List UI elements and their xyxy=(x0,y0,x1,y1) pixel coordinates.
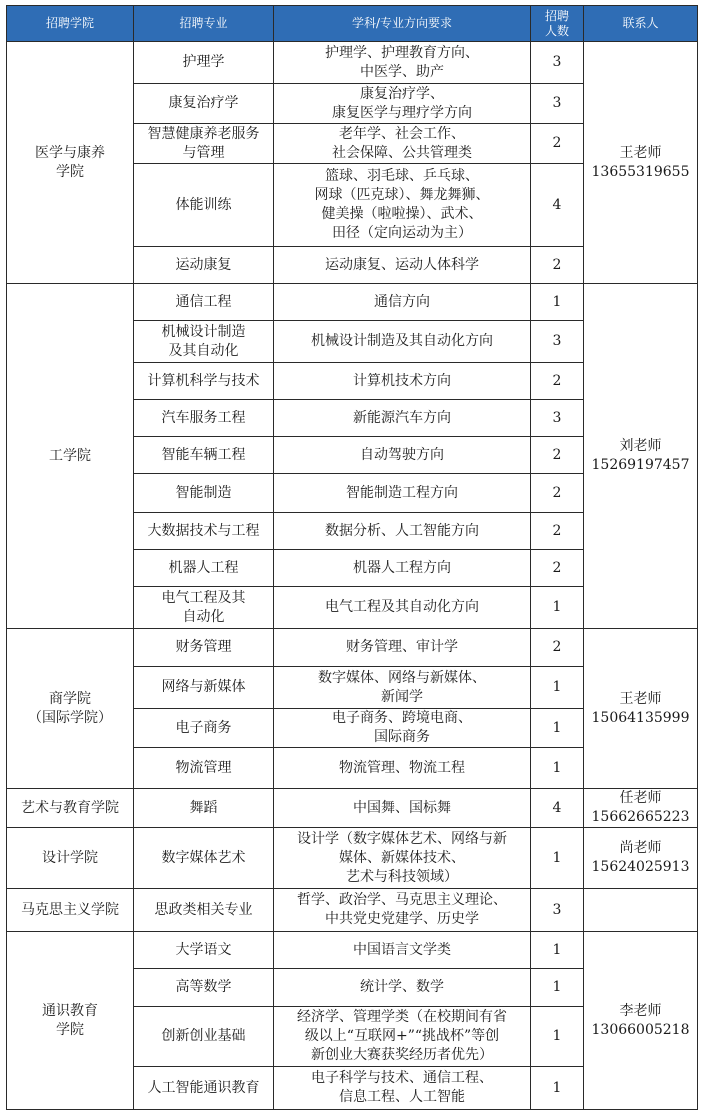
requirement-cell: 自动驾驶方向 xyxy=(274,437,531,474)
count-cell: 1 xyxy=(531,969,584,1007)
requirement-cell: 机器人工程方向 xyxy=(274,550,531,587)
college-cell: 工学院 xyxy=(7,284,134,629)
requirement-cell: 通信方向 xyxy=(274,284,531,321)
major-cell: 护理学 xyxy=(134,42,274,84)
count-cell: 2 xyxy=(531,474,584,513)
requirement-cell: 篮球、羽毛球、乒乓球、 网球（匹克球）、舞龙舞狮、 健美操（啦啦操）、武术、 田径（定向运动为主） xyxy=(274,164,531,247)
major-cell: 机械设计制造 及其自动化 xyxy=(134,321,274,363)
major-cell: 康复治疗学 xyxy=(134,84,274,124)
requirement-cell: 电气工程及其自动化方向 xyxy=(274,587,531,629)
table-body xyxy=(7,42,698,1110)
major-cell: 大学语文 xyxy=(134,932,274,969)
count-cell: 2 xyxy=(531,124,584,164)
college-cell: 艺术与教育学院 xyxy=(7,789,134,828)
table-row xyxy=(7,629,698,667)
requirement-cell: 物流管理、物流工程 xyxy=(274,748,531,789)
count-cell: 4 xyxy=(531,789,584,828)
requirement-cell: 计算机技术方向 xyxy=(274,363,531,400)
contact-cell: 李老师 13066005218 xyxy=(584,932,698,1110)
major-cell: 智能制造 xyxy=(134,474,274,513)
requirement-cell: 运动康复、运动人体科学 xyxy=(274,247,531,284)
header-major: 招聘专业 xyxy=(134,6,274,42)
count-cell: 2 xyxy=(531,437,584,474)
major-cell: 通信工程 xyxy=(134,284,274,321)
table-row xyxy=(7,789,698,828)
requirement-cell: 护理学、护理教育方向、 中医学、助产 xyxy=(274,42,531,84)
count-cell: 2 xyxy=(531,550,584,587)
contact-cell: 任老师 15662665223 xyxy=(584,789,698,828)
major-cell: 计算机科学与技术 xyxy=(134,363,274,400)
count-cell: 3 xyxy=(531,42,584,84)
table-row xyxy=(7,42,698,84)
major-cell: 物流管理 xyxy=(134,748,274,789)
header-college: 招聘学院 xyxy=(7,6,134,42)
college-cell: 设计学院 xyxy=(7,828,134,889)
major-cell: 数字媒体艺术 xyxy=(134,828,274,889)
college-cell: 马克思主义学院 xyxy=(7,889,134,932)
count-cell: 1 xyxy=(531,667,584,709)
recruitment-table xyxy=(6,5,698,1110)
major-cell: 人工智能通识教育 xyxy=(134,1067,274,1110)
count-cell: 1 xyxy=(531,284,584,321)
major-cell: 智能车辆工程 xyxy=(134,437,274,474)
requirement-cell: 哲学、政治学、马克思主义理论、 中共党史党建学、历史学 xyxy=(274,889,531,932)
requirement-cell: 老年学、社会工作、 社会保障、公共管理类 xyxy=(274,124,531,164)
requirement-cell: 电子科学与技术、通信工程、 信息工程、人工智能 xyxy=(274,1067,531,1110)
count-cell: 2 xyxy=(531,629,584,667)
major-cell: 大数据技术与工程 xyxy=(134,513,274,550)
table-header xyxy=(7,6,698,42)
major-cell: 舞蹈 xyxy=(134,789,274,828)
requirement-cell: 机械设计制造及其自动化方向 xyxy=(274,321,531,363)
requirement-cell: 中国语言文学类 xyxy=(274,932,531,969)
requirement-cell: 康复治疗学、 康复医学与理疗学方向 xyxy=(274,84,531,124)
requirement-cell: 新能源汽车方向 xyxy=(274,400,531,437)
major-cell: 汽车服务工程 xyxy=(134,400,274,437)
count-cell: 1 xyxy=(531,1067,584,1110)
major-cell: 高等数学 xyxy=(134,969,274,1007)
college-cell: 医学与康养 学院 xyxy=(7,42,134,284)
requirement-cell: 智能制造工程方向 xyxy=(274,474,531,513)
count-cell: 1 xyxy=(531,932,584,969)
requirement-cell: 财务管理、审计学 xyxy=(274,629,531,667)
requirement-cell: 数据分析、人工智能方向 xyxy=(274,513,531,550)
table-row xyxy=(7,932,698,969)
contact-cell: 尚老师 15624025913 xyxy=(584,828,698,889)
major-cell: 体能训练 xyxy=(134,164,274,247)
count-cell: 1 xyxy=(531,709,584,748)
major-cell: 电气工程及其 自动化 xyxy=(134,587,274,629)
count-cell: 2 xyxy=(531,513,584,550)
header-row xyxy=(7,6,698,42)
requirement-cell: 数字媒体、网络与新媒体、 新闻学 xyxy=(274,667,531,709)
major-cell: 智慧健康养老服务 与管理 xyxy=(134,124,274,164)
major-cell: 运动康复 xyxy=(134,247,274,284)
major-cell: 财务管理 xyxy=(134,629,274,667)
header-count: 招聘 人数 xyxy=(531,6,584,42)
requirement-cell: 电子商务、跨境电商、 国际商务 xyxy=(274,709,531,748)
count-cell: 3 xyxy=(531,321,584,363)
contact-cell xyxy=(584,889,698,932)
header-contact: 联系人 xyxy=(584,6,698,42)
table-row xyxy=(7,889,698,932)
count-cell: 3 xyxy=(531,889,584,932)
contact-cell: 王老师 15064135999 xyxy=(584,629,698,789)
count-cell: 2 xyxy=(531,363,584,400)
requirement-cell: 经济学、管理学类（在校期间有省 级以上“互联网+”“挑战杯”等创 新创业大赛获奖经历者优先） xyxy=(274,1007,531,1067)
requirement-cell: 统计学、数学 xyxy=(274,969,531,1007)
major-cell: 电子商务 xyxy=(134,709,274,748)
requirement-cell: 中国舞、国标舞 xyxy=(274,789,531,828)
major-cell: 网络与新媒体 xyxy=(134,667,274,709)
count-cell: 3 xyxy=(531,84,584,124)
header-requirement: 学科/专业方向要求 xyxy=(274,6,531,42)
contact-cell: 王老师 13655319655 xyxy=(584,42,698,284)
major-cell: 思政类相关专业 xyxy=(134,889,274,932)
major-cell: 创新创业基础 xyxy=(134,1007,274,1067)
major-cell: 机器人工程 xyxy=(134,550,274,587)
table-row xyxy=(7,284,698,321)
table-row xyxy=(7,828,698,889)
count-cell: 1 xyxy=(531,828,584,889)
count-cell: 3 xyxy=(531,400,584,437)
count-cell: 1 xyxy=(531,587,584,629)
requirement-cell: 设计学（数字媒体艺术、网络与新 媒体、新媒体技术、 艺术与科技领域） xyxy=(274,828,531,889)
count-cell: 1 xyxy=(531,748,584,789)
contact-cell: 刘老师 15269197457 xyxy=(584,284,698,629)
college-cell: 商学院 （国际学院） xyxy=(7,629,134,789)
college-cell: 通识教育 学院 xyxy=(7,932,134,1110)
count-cell: 2 xyxy=(531,247,584,284)
count-cell: 4 xyxy=(531,164,584,247)
count-cell: 1 xyxy=(531,1007,584,1067)
